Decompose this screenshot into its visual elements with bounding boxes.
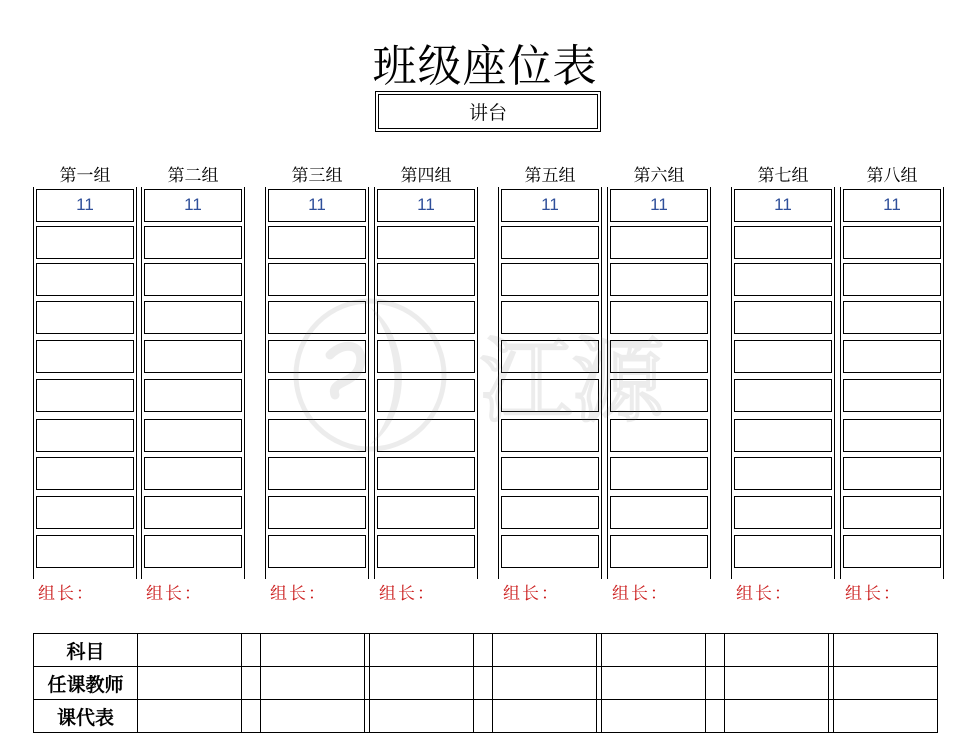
rep-row-header: 课代表	[34, 700, 138, 733]
seat-cell[interactable]	[268, 457, 366, 490]
teacher-cell[interactable]	[493, 667, 597, 700]
group-label: 第一组	[59, 166, 111, 186]
seat-cell[interactable]	[268, 535, 366, 568]
seat-cell[interactable]	[36, 189, 134, 222]
rep-cell[interactable]	[725, 700, 829, 733]
subject-cell[interactable]	[725, 634, 829, 667]
seat-number: 11	[308, 195, 326, 214]
seat-cell[interactable]	[144, 535, 242, 568]
seat-cell[interactable]	[144, 379, 242, 412]
seat-cell[interactable]	[843, 301, 941, 334]
subject-cell[interactable]	[834, 634, 938, 667]
gap-cell	[706, 667, 725, 700]
teacher-cell[interactable]	[834, 667, 938, 700]
seat-cell[interactable]	[734, 340, 832, 373]
seat-number: 11	[76, 195, 94, 214]
seat-cell[interactable]	[843, 263, 941, 296]
seat-cell[interactable]	[36, 379, 134, 412]
teacher-cell[interactable]	[261, 667, 365, 700]
seat-cell[interactable]	[501, 226, 599, 259]
seat-cell[interactable]	[610, 301, 708, 334]
group-column	[840, 187, 944, 579]
seat-cell[interactable]	[268, 419, 366, 452]
seat-cell[interactable]	[36, 301, 134, 334]
seat-cell[interactable]	[377, 379, 475, 412]
podium-label: 讲台	[468, 102, 507, 124]
group-label: 第八组	[866, 166, 918, 186]
group-column	[498, 187, 602, 579]
seat-cell[interactable]	[610, 379, 708, 412]
seat-cell[interactable]	[268, 379, 366, 412]
group-column	[33, 187, 137, 579]
seat-cell[interactable]	[734, 189, 832, 222]
seat-cell[interactable]	[610, 457, 708, 490]
seat-cell[interactable]	[377, 535, 475, 568]
seat-cell[interactable]	[268, 340, 366, 373]
gap-cell	[242, 700, 261, 733]
seat-cell[interactable]	[843, 226, 941, 259]
subject-table	[33, 633, 938, 733]
gap-cell	[474, 667, 493, 700]
teacher-row-header: 任课教师	[34, 667, 138, 700]
gap-cell	[706, 634, 725, 667]
seat-cell[interactable]	[377, 189, 475, 222]
seat-cell[interactable]	[501, 301, 599, 334]
gap-cell	[474, 634, 493, 667]
seat-cell[interactable]	[36, 340, 134, 373]
rep-cell[interactable]	[370, 700, 474, 733]
seat-cell[interactable]	[734, 226, 832, 259]
seat-cell[interactable]	[734, 379, 832, 412]
seat-number: 11	[650, 195, 668, 214]
gap-cell	[474, 700, 493, 733]
seat-cell[interactable]	[377, 301, 475, 334]
seat-cell[interactable]	[734, 301, 832, 334]
seat-cell[interactable]	[377, 226, 475, 259]
seat-number: 11	[541, 195, 559, 214]
seat-cell[interactable]	[501, 189, 599, 222]
seat-number: 11	[774, 195, 792, 214]
group-column	[731, 187, 835, 579]
seat-cell[interactable]	[144, 301, 242, 334]
subject-row	[34, 634, 938, 667]
seat-cell[interactable]	[501, 535, 599, 568]
seat-cell[interactable]	[501, 263, 599, 296]
rep-cell[interactable]	[602, 700, 706, 733]
seat-cell[interactable]	[144, 457, 242, 490]
group-label: 第七组	[757, 166, 809, 186]
seat-cell[interactable]	[36, 419, 134, 452]
rep-cell[interactable]	[834, 700, 938, 733]
group-leader-label: 组长：	[146, 584, 203, 604]
seat-cell[interactable]	[843, 419, 941, 452]
seat-cell[interactable]	[36, 457, 134, 490]
subject-cell[interactable]	[493, 634, 597, 667]
group-column	[374, 187, 478, 579]
seat-cell[interactable]	[501, 340, 599, 373]
seat-cell[interactable]	[36, 535, 134, 568]
subject-cell[interactable]	[261, 634, 365, 667]
seat-cell[interactable]	[144, 340, 242, 373]
teacher-cell[interactable]	[602, 667, 706, 700]
rep-cell[interactable]	[261, 700, 365, 733]
seat-cell[interactable]	[843, 496, 941, 529]
seat-cell[interactable]	[610, 340, 708, 373]
seat-cell[interactable]	[501, 379, 599, 412]
subject-cell[interactable]	[370, 634, 474, 667]
seat-number: 11	[417, 195, 435, 214]
seat-cell[interactable]	[610, 226, 708, 259]
group-leader-label: 组长：	[270, 584, 327, 604]
seat-cell[interactable]	[377, 496, 475, 529]
group-leader-label: 组长：	[612, 584, 669, 604]
seat-cell[interactable]	[610, 189, 708, 222]
seat-cell[interactable]	[734, 457, 832, 490]
group-column	[141, 187, 245, 579]
subject-row-header: 科目	[34, 634, 138, 667]
seat-cell[interactable]	[144, 419, 242, 452]
seat-cell[interactable]	[36, 226, 134, 259]
group-label: 第六组	[633, 166, 685, 186]
seat-cell[interactable]	[610, 496, 708, 529]
seat-cell[interactable]	[268, 189, 366, 222]
subject-cell[interactable]	[602, 634, 706, 667]
seat-cell[interactable]	[610, 263, 708, 296]
group-leader-label: 组长：	[736, 584, 793, 604]
seat-cell[interactable]	[734, 535, 832, 568]
page-title: 班级座位表	[372, 41, 598, 92]
gap-cell	[242, 667, 261, 700]
gap-cell	[242, 634, 261, 667]
group-label: 第五组	[524, 166, 576, 186]
group-leader-label: 组长：	[503, 584, 560, 604]
group-leader-label: 组长：	[379, 584, 436, 604]
seat-cell[interactable]	[268, 226, 366, 259]
group-label: 第二组	[167, 166, 219, 186]
seat-cell[interactable]	[843, 457, 941, 490]
group-column	[607, 187, 711, 579]
seat-cell[interactable]	[377, 419, 475, 452]
seat-cell[interactable]	[377, 457, 475, 490]
rep-cell[interactable]	[138, 700, 242, 733]
seat-cell[interactable]	[501, 457, 599, 490]
seat-cell[interactable]	[843, 379, 941, 412]
group-label: 第四组	[400, 166, 452, 186]
seat-cell[interactable]	[734, 496, 832, 529]
seat-cell[interactable]	[610, 535, 708, 568]
seat-cell[interactable]	[144, 189, 242, 222]
seat-cell[interactable]	[144, 263, 242, 296]
seat-cell[interactable]	[36, 496, 134, 529]
seat-cell[interactable]	[144, 226, 242, 259]
rep-row	[34, 700, 938, 733]
seat-cell[interactable]	[268, 496, 366, 529]
seat-cell[interactable]	[268, 301, 366, 334]
seat-cell[interactable]	[268, 263, 366, 296]
teacher-cell[interactable]	[138, 667, 242, 700]
podium-box	[375, 91, 601, 132]
seat-cell[interactable]	[501, 496, 599, 529]
gap-cell	[706, 700, 725, 733]
seat-cell[interactable]	[843, 535, 941, 568]
teacher-cell[interactable]	[370, 667, 474, 700]
seat-cell[interactable]	[377, 340, 475, 373]
teacher-row	[34, 667, 938, 700]
seat-cell[interactable]	[610, 419, 708, 452]
group-column	[265, 187, 369, 579]
teacher-cell[interactable]	[725, 667, 829, 700]
group-leader-label: 组长：	[38, 584, 95, 604]
seat-cell[interactable]	[377, 263, 475, 296]
rep-cell[interactable]	[493, 700, 597, 733]
seat-cell[interactable]	[734, 419, 832, 452]
seat-cell[interactable]	[734, 263, 832, 296]
seat-cell[interactable]	[36, 263, 134, 296]
seat-cell[interactable]	[843, 189, 941, 222]
seat-cell[interactable]	[501, 419, 599, 452]
subject-cell[interactable]	[138, 634, 242, 667]
seat-cell[interactable]	[144, 496, 242, 529]
group-label: 第三组	[291, 166, 343, 186]
seat-cell[interactable]	[843, 340, 941, 373]
group-leader-label: 组长：	[845, 584, 902, 604]
seat-number: 11	[184, 195, 202, 214]
seat-number: 11	[883, 195, 901, 214]
